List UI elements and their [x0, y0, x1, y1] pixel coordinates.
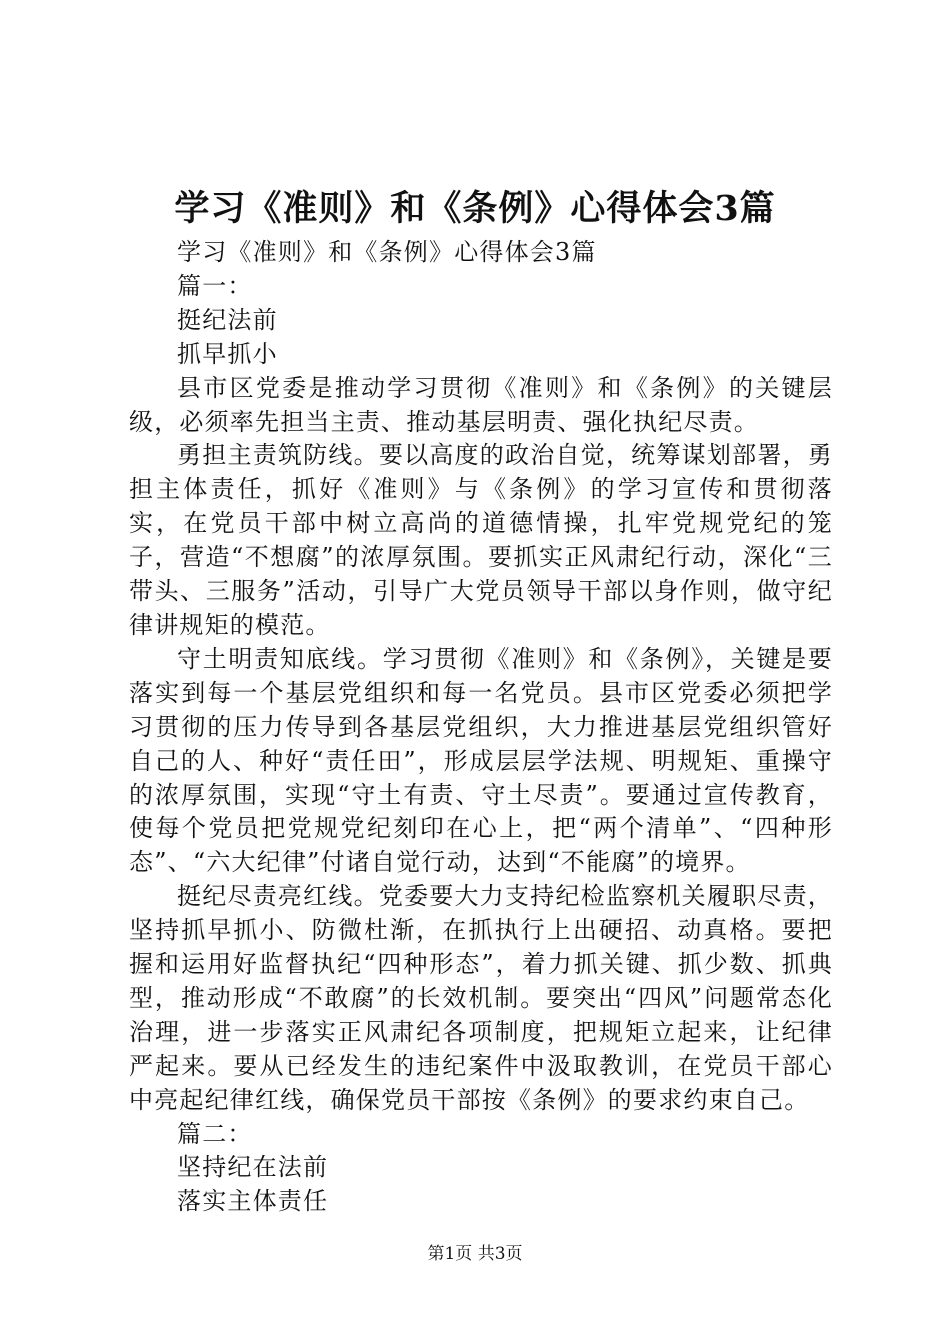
paragraph: 县市区党委是推动学习贯彻《准则》和《条例》的关键层级，必须率先担当主责、推动基层明责、强化执纪尽责。	[129, 373, 833, 436]
document-title: 学习《准则》和《条例》心得体会3篇	[174, 188, 776, 229]
subtitle: 学习《准则》和《条例》心得体会3篇	[177, 238, 597, 266]
section-line: 抓早抓小	[177, 339, 278, 368]
paragraph: 守土明责知底线。学习贯彻《准则》和《条例》，关键是要落实到每一个基层党组织和每一名党员。县市区党委必须把学习贯彻的压力传导到各基层党组织，大力推进基层党组织管好自己的人、种好“责任田”，形成层层学法规、明规矩、重操守的浓厚氛围，实现“守土有责、守土尽责”。要通过宣传教育，使每个党员把党规党纪刻印在心上，把“两个清单”、“四种形态”、“六大纪律”付诸自觉行动，达到“不能腐”的境界。	[129, 644, 833, 877]
section-heading: 篇一：	[177, 271, 253, 300]
document-body	[129, 236, 833, 1219]
paragraph: 勇担主责筑防线。要以高度的政治自觉，统筹谋划部署，勇担主体责任，抓好《准则》与《条例》的学习宣传和贯彻落实，在党员干部中树立高尚的道德情操，扎牢党规党纪的笼子，营造“不想腐”的浓厚氛围。要抓实正风肃纪行动，深化“三带头、三服务”活动，引导广大党员领导干部以身作则，做守纪律讲规矩的模范。	[129, 441, 833, 639]
section-heading: 篇二：	[177, 1119, 253, 1148]
paragraph: 挺纪尽责亮红线。党委要大力支持纪检监察机关履职尽责，坚持抓早抓小、防微杜渐，在抓执行上出硬招、动真格。要把握和运用好监督执纪“四种形态”，着力抓关键、抓少数、抓典型，推动形成“不敢腐”的长效机制。要突出“四风”问题常态化治理，进一步落实正风肃纪各项制度，把规矩立起来，让纪律严起来。要从已经发生的违纪案件中汲取教训，在党员干部心中亮起纪律红线，确保党员干部按《条例》的要求约束自己。	[129, 882, 833, 1114]
section-line: 挺纪法前	[177, 305, 278, 334]
section-line: 落实主体责任	[177, 1187, 329, 1216]
page-footer: 第1页 共3页	[427, 1244, 523, 1264]
section-line: 坚持纪在法前	[177, 1153, 329, 1182]
